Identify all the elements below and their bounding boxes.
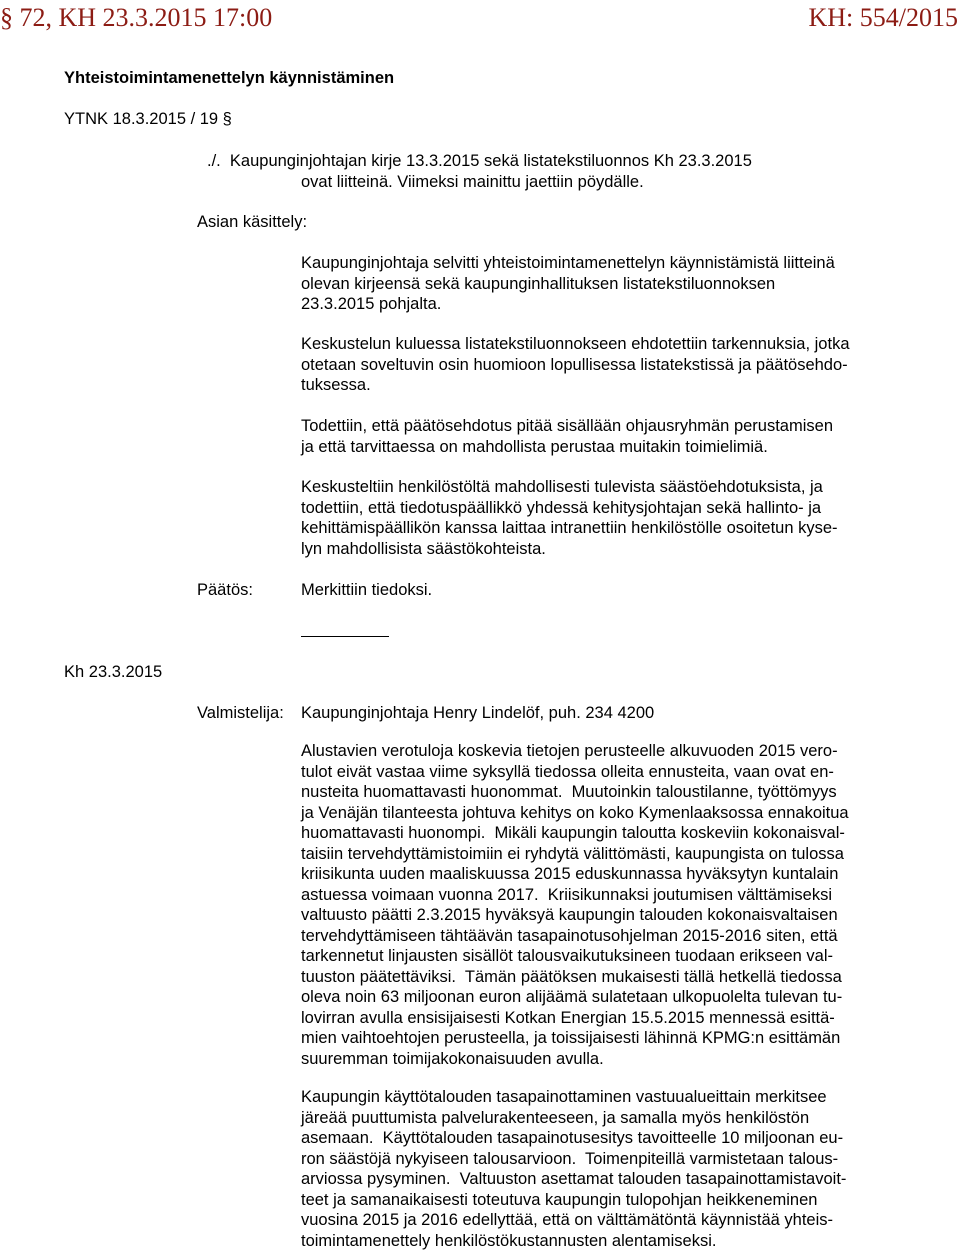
text-line: lyn mahdollisista säästökohteista. <box>301 539 546 558</box>
paragraph <box>301 334 941 396</box>
valmistelija-text: Kaupunginjohtaja Henry Lindelöf, puh. 234 4200 <box>301 704 655 722</box>
valmistelija-label: Valmistelija: <box>197 704 284 722</box>
body-paragraph <box>301 741 941 1069</box>
ref-line: YTNK 18.3.2015 / 19 § <box>64 110 232 128</box>
text-line: tuuston päätettäviksi. Tämän päätöksen mukaisesti tällä hetkellä tiedossa <box>301 967 842 986</box>
separator-rule <box>301 636 389 637</box>
text-line: ja että tarvittaessa on mahdollista perustaa muitakin toimielimiä. <box>301 437 768 456</box>
paragraph <box>301 477 941 559</box>
text-line: asemaan. Käyttötalouden tasapainotusesitys tavoitteelle 10 miljoonan eu- <box>301 1129 844 1147</box>
text-line: ron säästöjä nykyiseen talousarvioon. Toimenpiteillä varmistetaan talous- <box>301 1149 839 1168</box>
text-line: otetaan soveltuvin osin huomioon lopullisessa listatekstissä ja päätösehdo- <box>301 355 848 374</box>
text-line: vuosina 2015 ja 2016 edellyttää, että on välttämätöntä käynnistää yhteis- <box>301 1211 834 1229</box>
paragraph <box>301 416 941 457</box>
text-line: valtuusto päätti 2.3.2015 hyväksyä kaupungin talouden kokonaisvaltaisen <box>301 906 838 924</box>
header-left: § 72, KH 23.3.2015 17:00 <box>0 3 273 32</box>
text-line: Keskustelun kuluessa listatekstiluonnokseen ehdotettiin tarkennuksia, jotka <box>301 335 850 353</box>
asian-label: Asian käsittely: <box>197 213 308 231</box>
text-line: Keskusteltiin henkilöstöltä mahdollisesti tulevista säästöehdotuksista, ja <box>301 478 823 496</box>
kh-label: Kh 23.3.2015 <box>64 663 163 681</box>
text-line: toimintamenettely henkilöstökustannusten alentamiseksi. <box>301 1231 717 1250</box>
text-line: ja Venäjän tilanteesta johtuva kehitys on koko Kymenlaaksossa ennakoitua <box>301 803 849 822</box>
text-line: suuremman toimijakokonaisuuden avulla. <box>301 1049 604 1068</box>
text-line: järeää puuttumista palvelurakenteeseen, ja samalla myös henkilöstön <box>301 1108 810 1127</box>
text-line: teet ja samanaikaisesti toteutuva kaupungin tulopohjan heikkeneminen <box>301 1190 818 1209</box>
text-line: todettiin, että tiedotuspäällikkö yhdessä kehitysjohtajan sekä hallinto- ja <box>301 498 822 517</box>
text-line: Alustavien verotuloja koskevia tietojen perusteelle alkuvuoden 2015 vero- <box>301 742 838 760</box>
text-line: mien vaihtoehtojen perusteella, ja toissijaisesti lähinnä KPMG:n esittämän <box>301 1029 841 1047</box>
text-line: Kaupunginjohtaja selvitti yhteistoimintamenettelyn käynnistämistä liitteinä <box>301 254 835 272</box>
decision-label: Päätös: <box>197 581 253 599</box>
section-title: Yhteistoimintamenettelyn käynnistäminen <box>64 69 395 87</box>
text-line: tervehdyttämiseen tähtäävän tasapainotusohjelman 2015-2016 siten, että <box>301 926 838 945</box>
text-line: 23.3.2015 pohjalta. <box>301 295 442 313</box>
text-line: olevan kirjeensä sekä kaupunginhallituksen listatekstiluonnoksen <box>301 274 776 293</box>
header-right: KH: 554/2015 <box>808 3 958 32</box>
text-line: huomattavasti huonompi. Mikäli kaupungin taloutta koskeviin kokonaisval- <box>301 824 845 842</box>
attachment-block <box>207 151 847 192</box>
text-line: Todettiin, että päätösehdotus pitää sisällään ohjausryhmän perustamisen <box>301 417 833 435</box>
text-line: tuksessa. <box>301 376 371 394</box>
attachment-line: ./. Kaupunginjohtajan kirje 13.3.2015 sekä listatekstiluonnos Kh 23.3.2015 <box>207 152 752 170</box>
text-line: taisiin tervehdyttämistoimiin ei ryhdytä välittömästi, kaupungista on tulossa <box>301 844 844 863</box>
decision-text: Merkittiin tiedoksi. <box>301 581 433 599</box>
text-line: arviossa pysyminen. Valtuuston asettamat talouden tasapainottamistavoit- <box>301 1170 847 1188</box>
text-line: astuessa voimaan vuonna 2017. Kriisikunnaksi joutumisen välttämiseksi <box>301 885 833 904</box>
text-line: kriisikunta uuden maaliskuussa 2015 eduskunnassa hyväksytyn kuntalain <box>301 865 839 883</box>
text-line: tulot eivät vastaa viime syksyllä tiedossa olleita ennusteita, vaan ovat en- <box>301 762 834 781</box>
body-paragraph <box>301 1087 941 1251</box>
text-line: kehittämispäällikön kanssa laittaa intranettiin henkilöstölle osoitetun kyse- <box>301 519 838 537</box>
text-line: tarkennetut linjausten sisällöt talousvaikutuksineen tuodaan erikseen val- <box>301 947 833 965</box>
text-line: nusteita huomattavasti huonommat. Muutoinkin taloustilanne, työttömyys <box>301 783 837 801</box>
attachment-line: ovat liitteinä. Viimeksi mainittu jaettiin pöydälle. <box>301 172 644 191</box>
paragraph <box>301 253 941 315</box>
text-line: lovirran avulla ensisijaisesti Kotkan Energian 15.5.2015 mennessä esittä- <box>301 1008 835 1027</box>
text-line: oleva noin 63 miljoonan euron alijäämä sulatetaan ulkopuolelta tulevan tu- <box>301 988 843 1006</box>
text-line: Kaupungin käyttötalouden tasapainottaminen vastuualueittain merkitsee <box>301 1088 827 1106</box>
